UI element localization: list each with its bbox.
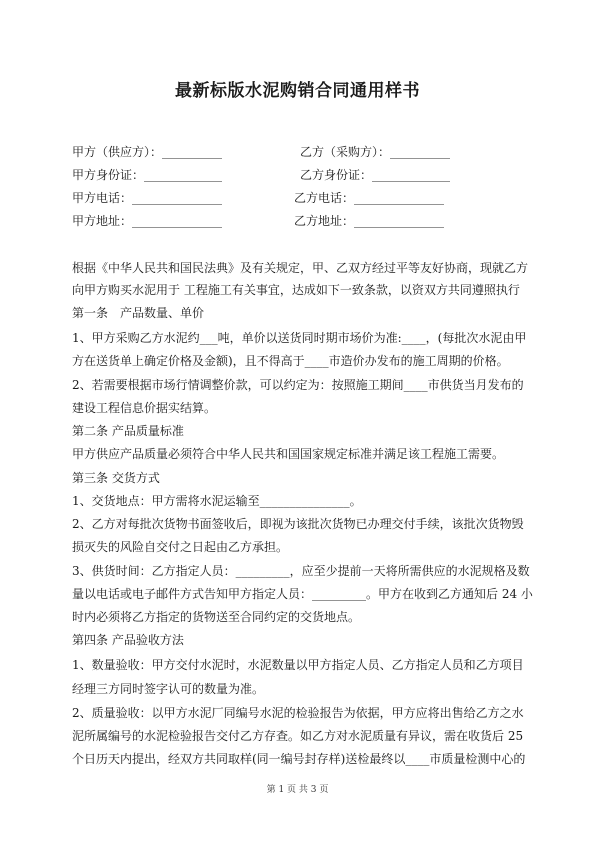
section-heading: 第四条 产品验收方法 [72,633,184,647]
body-line: 建设工程信息价据实结算。 [72,401,217,415]
body-line: 1、数量验收：甲方交付水泥时，水泥数量以甲方指定人员、乙方指定人员和乙方项目 [72,658,524,672]
body-line: 方在送货单上确定价格及金额)，且不得高于____市造价办发布的施工周期的价格。 [72,354,509,368]
body-line: 2、质量验收：以甲方水泥厂同编号水泥的检验报告为依据，甲方应将出售给乙方之水 [72,706,524,720]
body-line: 2、乙方对每批次货物书面签收后，即视为该批次货物已办理交付手续，该批次货物毁 [72,517,524,531]
party-a-address: 甲方地址：_______________ [72,214,223,228]
body-line: 1、交货地点：甲方需将水泥运输至_______________。 [72,494,362,508]
party-b-id: 乙方身份证：_____________ [300,168,451,182]
page-number: 第 1 页 共 3 页 [266,785,329,795]
party-b-buyer: 乙方（采购方）：__________ [300,145,451,159]
body-line: 个日历天内提出，经双方共同取样(同一编号封存样)送检最终以____市质量检测中心的 [72,752,526,766]
body-line: 量以电话或电子邮件方式告知甲方指定人员：_________。甲方在收到乙方通知后 24 小 [72,587,533,601]
body-line: 时内必须将乙方指定的货物送至合同约定的交货地点。 [72,610,361,624]
body-line: 泥所属编号的水泥检验报告交付乙方存查。如乙方对水泥质量有异议，需在收货后 25 [72,729,524,743]
body-line: 2、若需要根据市场行情调整价款，可以约定为：按照施工期间____市供货当月发布的 [72,378,524,392]
section-heading: 第二条 产品质量标准 [72,424,184,438]
body-line: 向甲方购买水泥用于 工程施工有关事宜，达成如下一致条款，以资双方共同遵照执行 [72,283,520,297]
body-line: 损灭失的风险自交付之日起由乙方承担。 [72,540,289,554]
party-a-phone: 甲方电话：_______________ [72,191,223,205]
body-line: 经理三方同时签字认可的数量为准。 [72,682,265,696]
section-heading: 第三条 交货方式 [72,471,160,485]
body-line: 3、供货时间：乙方指定人员：_________，应至少提前一天将所需供应的水泥规格及数 [72,564,530,578]
body-line: 根据《中华人民共和国民法典》及有关规定，甲、乙双方经过平等友好协商，现就乙方 [72,261,529,275]
party-a-supplier: 甲方（供应方）：__________ [72,145,223,159]
body-line: 1、甲方采购乙方水泥约___吨，单价以送货同时期市场价为准:____，(每批次水泥由甲 [72,331,527,345]
section-heading: 第一条 产品数量、单价 [72,306,205,320]
party-a-id: 甲方身份证：_____________ [72,168,223,182]
body-line: 甲方供应产品质量必须符合中华人民共和国国家规定标准并满足该工程施工需要。 [72,447,505,461]
party-b-address: 乙方地址：_______________ [294,214,445,228]
party-b-phone: 乙方电话：_______________ [294,191,445,205]
document-title: 最新标版水泥购销合同通用样书 [175,81,420,101]
